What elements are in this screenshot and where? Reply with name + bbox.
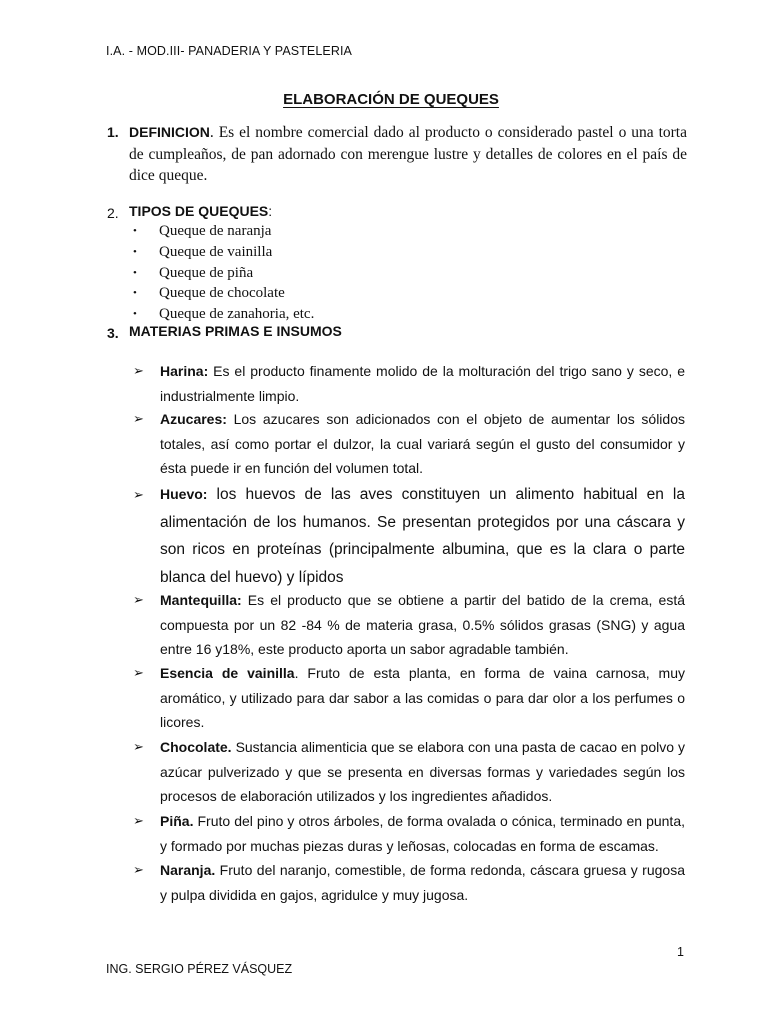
arrow-bullet-icon: ➢: [133, 592, 144, 607]
materia-item-harina: ➢ Harina: Es el producto finamente molido de la molturación del trigo sano y seco, e industrialmente limpio.: [133, 359, 685, 408]
section-3-number: 3.: [107, 325, 119, 341]
definicion-label: DEFINICION: [129, 124, 210, 140]
list-item: • Queque de zanahoria, etc.: [133, 304, 314, 325]
page-footer: ING. SERGIO PÉREZ VÁSQUEZ: [106, 962, 293, 976]
section-1-number: 1.: [107, 124, 119, 140]
arrow-bullet-icon: ➢: [133, 813, 144, 828]
arrow-bullet-icon: ➢: [133, 487, 144, 502]
tipos-suffix: :: [268, 203, 273, 219]
tipos-label: TIPOS DE QUEQUES: [129, 203, 269, 219]
definicion-text: . Es el nombre comercial dado al producto o considerado pastel o una torta de cumpleaños, de pan adornado con merengue lustre y detalles de colores en el país de dice queque.: [129, 124, 687, 184]
section-2-number: 2.: [107, 205, 119, 221]
bullet-icon: •: [133, 308, 137, 321]
bullet-icon: •: [133, 245, 137, 258]
materias-heading: MATERIAS PRIMAS E INSUMOS: [129, 323, 342, 339]
arrow-bullet-icon: ➢: [133, 739, 144, 754]
list-item: • Queque de chocolate: [133, 283, 314, 304]
bullet-icon: •: [133, 287, 137, 300]
page-number: 1: [677, 945, 684, 959]
arrow-bullet-icon: ➢: [133, 411, 144, 426]
list-item: • Queque de piña: [133, 263, 314, 284]
materia-item-vainilla: ➢ Esencia de vainilla. Fruto de esta planta, en forma de vaina carnosa, muy aromático, y utilizado para dar sabor a las comidas o para dar olor a los perfumes o licores.: [133, 661, 685, 735]
materia-item-naranja: ➢ Naranja. Fruto del naranjo, comestible, de forma redonda, cáscara gruesa y rugosa y pulpa dividida en gajos, agridulce y muy jugosa.: [133, 858, 685, 907]
arrow-bullet-icon: ➢: [133, 363, 144, 378]
page-header: I.A. - MOD.III- PANADERIA Y PASTELERIA: [106, 44, 352, 58]
definicion-paragraph: [129, 122, 687, 187]
materia-item-chocolate: ➢ Chocolate. Sustancia alimenticia que se elabora con una pasta de cacao en polvo y azúcar pulverizado y que se presenta en diversas formas y variedades según los procesos de elaboración utilizados y los ingredientes añadidos.: [133, 735, 685, 809]
materia-item-mantequilla: ➢ Mantequilla: Es el producto que se obtiene a partir del batido de la crema, está compuesta por un 82 -84 % de materia grasa, 0.5% sólidos grasas (SNG) y agua entre 16 y18%, este producto aporta un sabor agradable también.: [133, 588, 685, 662]
list-item: • Queque de naranja: [133, 221, 314, 242]
document-title: ELABORACIÓN DE QUEQUES: [283, 91, 499, 108]
bullet-icon: •: [133, 225, 137, 237]
bullet-icon: •: [133, 266, 137, 279]
materia-item-pina: ➢ Piña. Fruto del pino y otros árboles, de forma ovalada o cónica, terminado en punta, y formado por muchas piezas duras y leñosas, colocadas en forma de escamas.: [133, 809, 685, 858]
materia-item-huevo: ➢ Huevo: los huevos de las aves constituyen un alimento habitual en la alimentación de los humanos. Se presentan protegidos por una cáscara y son ricos en proteínas (principalmente albumina, que es la clara o parte blanca del huevo) y lípidos: [133, 481, 685, 591]
list-item: • Queque de vainilla: [133, 242, 314, 263]
arrow-bullet-icon: ➢: [133, 665, 144, 680]
tipos-heading: [129, 203, 272, 221]
arrow-bullet-icon: ➢: [133, 862, 144, 877]
tipos-list: [133, 221, 314, 325]
materia-item-azucares: ➢ Azucares: Los azucares son adicionados con el objeto de aumentar los sólidos totales, así como portar el dulzor, la cual variará según el gusto del consumidor y ésta puede ir en función del volumen total.: [133, 407, 685, 481]
